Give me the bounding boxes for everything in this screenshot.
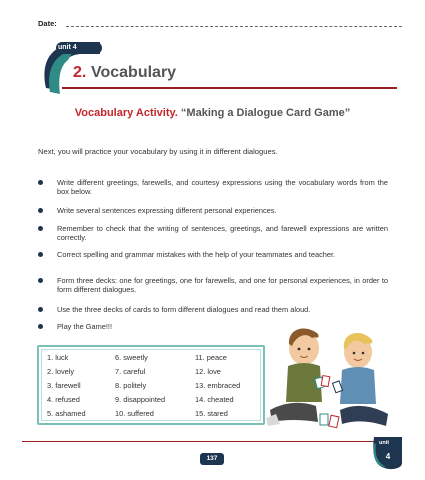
date-line	[66, 26, 402, 27]
footer-rule	[22, 441, 402, 442]
instruction-text: Write different greetings, farewells, and courtesy expressions using the vocabulary words from the box below.	[57, 178, 388, 196]
instruction-text: Use the three decks of cards to form different dialogues and read them aloud.	[57, 305, 311, 314]
unit-tag: unit 4	[58, 44, 77, 51]
vocab-word: 6. sweetly	[115, 353, 148, 362]
title-rule	[62, 87, 397, 89]
instruction-text: Form three decks: one for greetings, one for farewells, and one for personal experiences, in order to form different dialogues.	[57, 276, 388, 294]
two-boys-playing-cards-illustration	[262, 318, 392, 438]
vocab-word: 5. ashamed	[47, 409, 86, 418]
vocab-word: 12. love	[195, 367, 221, 376]
instruction-text: Correct spelling and grammar mistakes with the help of your teammates and teacher.	[57, 250, 336, 259]
bullet-icon	[38, 252, 43, 257]
instruction-text: Play the Game!!!	[57, 322, 113, 331]
bullet-icon	[38, 208, 43, 213]
vocab-word: 9. disappointed	[115, 395, 166, 404]
vocab-word: 7. careful	[115, 367, 146, 376]
instruction-item	[38, 250, 388, 259]
instruction-item	[38, 206, 388, 215]
unit-corner-number: 4	[385, 452, 391, 461]
bullet-icon	[38, 324, 43, 329]
activity-heading	[0, 107, 425, 119]
vocab-word: 8. politely	[115, 381, 147, 390]
unit-corner-label: unit	[379, 440, 390, 446]
vocab-word: 13. embraced	[195, 381, 241, 390]
vocab-word: 3. farewell	[47, 381, 81, 390]
section-number: 2.	[73, 64, 87, 81]
instruction-text: Write several sentences expressing different personal experiences.	[57, 206, 277, 215]
vocab-word: 15. stared	[195, 409, 228, 418]
vocabulary-box	[37, 345, 265, 425]
page-number: 137	[206, 455, 218, 462]
bullet-icon	[38, 307, 43, 312]
intro-text: Next, you will practice your vocabulary by using it in different dialogues.	[38, 147, 278, 156]
bullet-icon	[38, 278, 43, 283]
activity-label: Vocabulary Activity.	[74, 107, 178, 119]
vocab-word: 1. luck	[47, 353, 69, 362]
instruction-item	[38, 178, 388, 196]
vocab-word: 11. peace	[195, 353, 227, 362]
date-label: Date:	[38, 19, 57, 28]
instruction-item	[38, 305, 388, 314]
vocab-word: 4. refused	[47, 395, 80, 404]
instruction-text: Remember to check that the writing of sentences, greetings, and farewell expressions are written correctly.	[57, 224, 388, 242]
vocab-word: 14. cheated	[195, 395, 234, 404]
activity-title: “Making a Dialogue Card Game”	[180, 107, 351, 119]
section-title: Vocabulary	[91, 64, 177, 81]
bullet-icon	[38, 180, 43, 185]
instruction-item	[38, 276, 388, 294]
bullet-icon	[38, 226, 43, 231]
vocab-word: 10. suffered	[115, 409, 154, 418]
vocab-word: 2. lovely	[47, 367, 75, 376]
instruction-item	[38, 224, 388, 242]
